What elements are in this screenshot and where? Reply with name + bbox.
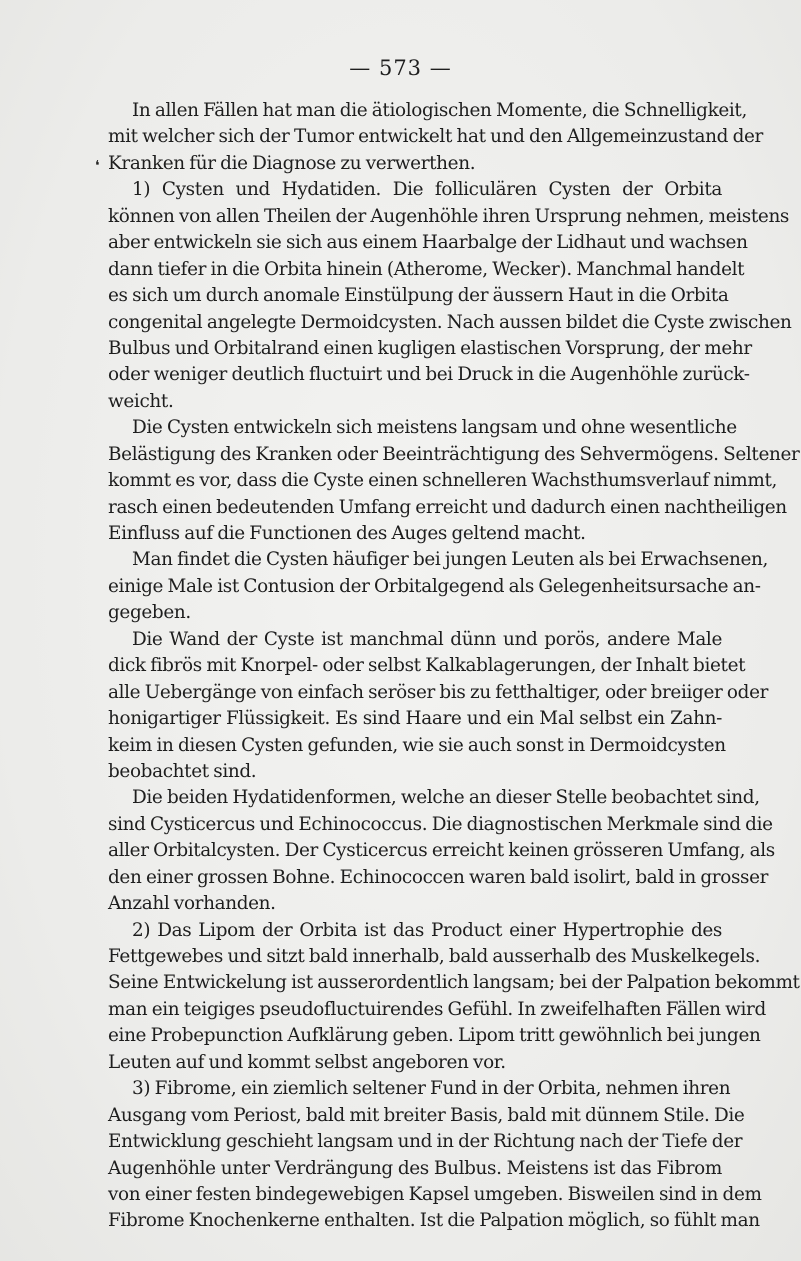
text-line: Die Wand der Cyste ist manchmal dünn und porös, andere Male: [132, 628, 722, 650]
text-line: aber entwickeln sie sich aus einem Haarbalge der Lidhaut und wachsen: [108, 232, 748, 254]
text-line: In allen Fällen hat man die ätiologischen Momente, die Schnelligkeit,: [132, 100, 747, 121]
text-line: beobachtet sind.: [108, 760, 257, 782]
margin-mark-icon: ❛: [95, 158, 100, 174]
text-line: sind Cysticercus und Echinococcus. Die diagnostischen Merkmale sind die: [108, 813, 773, 835]
text-line: Fibrome Knochenkerne enthalten. Ist die Palpation möglich, so fühlt man: [108, 1210, 760, 1232]
text-line: dann tiefer in die Orbita hinein (Atherome, Wecker). Manchmal handelt: [108, 258, 745, 280]
text-line: Man findet die Cysten häufiger bei jungen Leuten als bei Erwachsenen,: [132, 549, 768, 571]
text-line: Einfluss auf die Functionen des Auges geltend macht.: [108, 523, 586, 544]
text-line: mit welcher sich der Tumor entwickelt hat und den Allgemeinzustand der: [108, 126, 763, 148]
text-line: von einer festen bindegewebigen Kapsel umgeben. Bisweilen sind in dem: [108, 1183, 762, 1205]
text-line: 2) Das Lipom der Orbita ist das Product einer Hypertrophie des: [132, 919, 722, 941]
body-text: [108, 98, 800, 1235]
text-line: kommt es vor, dass die Cyste einen schnelleren Wachsthumsverlauf nimmt,: [108, 470, 777, 492]
page-number: — 573 —: [349, 56, 452, 80]
text-line: Bulbus und Orbitalrand einen kugligen elastischen Vorsprung, der mehr: [108, 337, 752, 359]
text-line: 3) Fibrome, ein ziemlich seltener Fund in der Orbita, nehmen ihren: [132, 1078, 731, 1100]
text-line: rasch einen bedeutenden Umfang erreicht und dadurch einen nachtheiligen: [108, 496, 787, 518]
text-line: oder weniger deutlich fluctuirt und bei Druck in die Augenhöhle zurück-: [108, 364, 750, 386]
text-line: alle Uebergänge von einfach seröser bis zu fetthaltiger, oder breiiger oder: [108, 681, 769, 703]
text-line: honigartiger Flüssigkeit. Es sind Haare und ein Mal selbst ein Zahn-: [108, 708, 722, 730]
text-line: Fettgewebes und sitzt bald innerhalb, bald ausserhalb des Muskelkegels.: [108, 946, 761, 967]
text-line: weicht.: [108, 390, 174, 412]
text-line: Die beiden Hydatidenformen, welche an dieser Stelle beobachtet sind,: [132, 787, 760, 809]
text-line: eine Probepunction Aufklärung geben. Lipom tritt gewöhnlich bei jungen: [108, 1025, 761, 1047]
text-line: Augenhöhle unter Verdrängung des Bulbus. Meistens ist das Fibrom: [108, 1157, 722, 1179]
text-line: Die Cysten entwickeln sich meistens langsam und ohne wesentliche: [132, 417, 737, 439]
text-line: gegeben.: [108, 602, 191, 624]
text-line: es sich um durch anomale Einstülpung der äussern Haut in die Orbita: [108, 285, 729, 307]
text-line: Ausgang vom Periost, bald mit breiter Basis, bald mit dünnem Stile. Die: [108, 1104, 745, 1126]
text-line: aller Orbitalcysten. Der Cysticercus erreicht keinen grösseren Umfang, als: [108, 840, 775, 862]
text-line: können von allen Theilen der Augenhöhle ihren Ursprung nehmen, meistens: [108, 205, 790, 227]
text-line: Anzahl vorhanden.: [108, 893, 276, 915]
text-line: 1) Cysten und Hydatiden. Die folliculären Cysten der Orbita: [132, 179, 722, 201]
text-line: Belästigung des Kranken oder Beeinträchtigung des Sehvermögens. Seltener: [108, 443, 800, 465]
text-line: Seine Entwickelung ist ausserordentlich langsam; bei der Palpation bekommt: [108, 972, 800, 994]
text-line: man ein teigiges pseudofluctuirendes Gefühl. In zweifelhaften Fällen wird: [108, 998, 766, 1020]
text-line: den einer grossen Bohne. Echinococcen waren bald isolirt, bald in grosser: [108, 866, 769, 888]
text-line: Leuten auf und kommt selbst angeboren vor.: [108, 1051, 506, 1073]
text-line: congenital angelegte Dermoidcysten. Nach aussen bildet die Cyste zwischen: [108, 311, 792, 333]
text-line: dick fibrös mit Knorpel- oder selbst Kalkablagerungen, der Inhalt bietet: [108, 655, 746, 677]
text-line: keim in diesen Cysten gefunden, wie sie auch sonst in Dermoidcysten: [108, 734, 726, 756]
text-line: Entwicklung geschieht langsam und in der Richtung nach der Tiefe der: [108, 1131, 743, 1153]
text-line: einige Male ist Contusion der Orbitalgegend als Gelegenheitsursache an-: [108, 575, 761, 597]
text-line: Kranken für die Diagnose zu verwerthen.: [108, 152, 476, 174]
